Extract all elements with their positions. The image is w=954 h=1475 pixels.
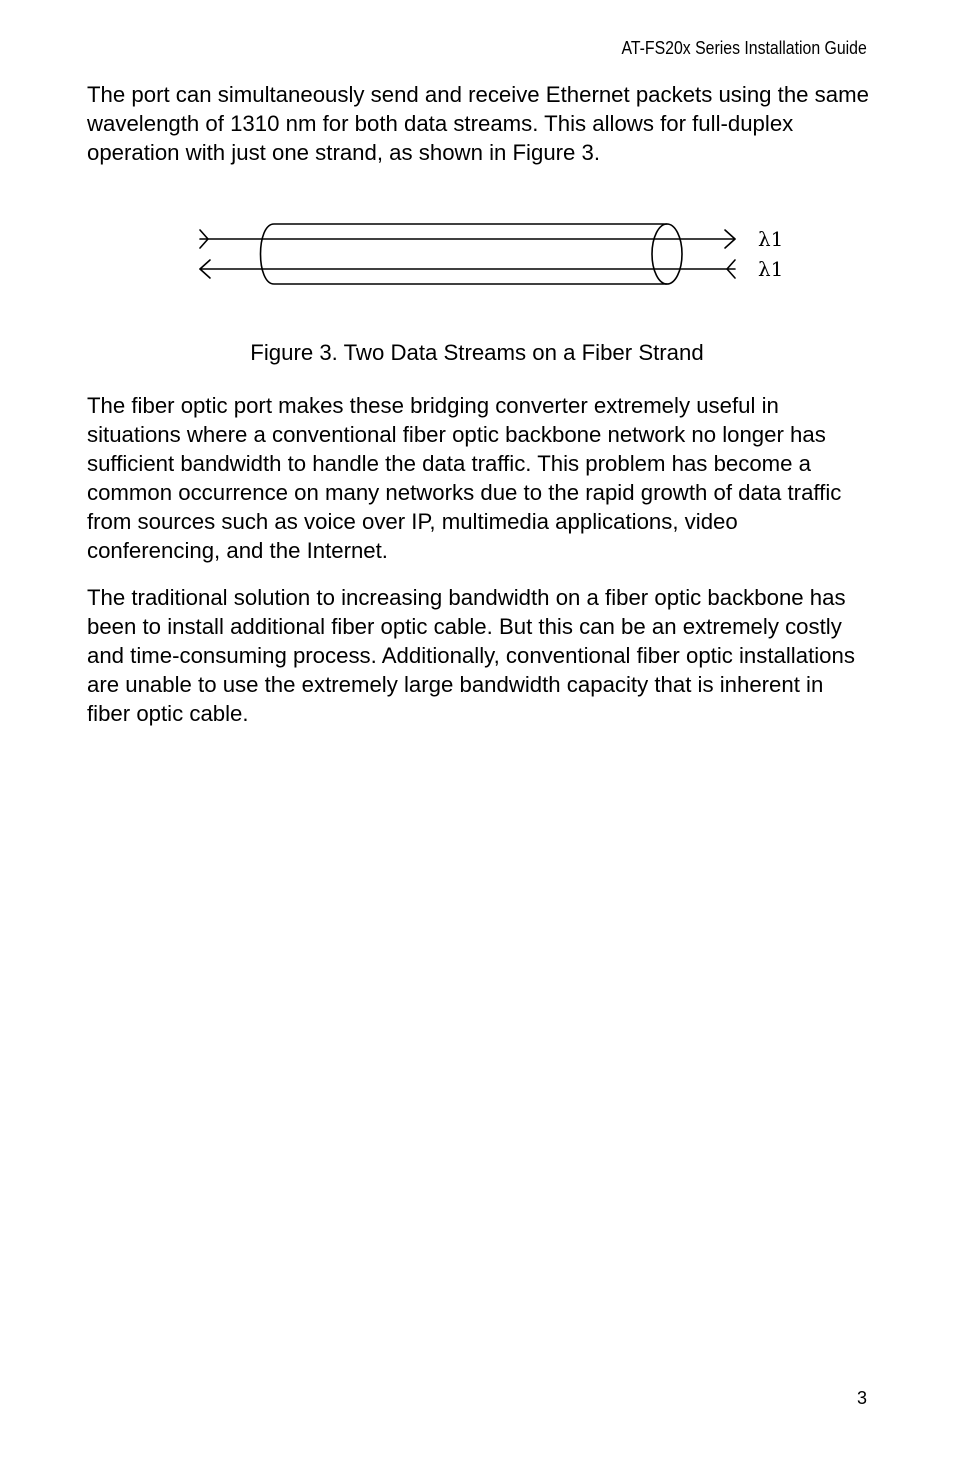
body-paragraph-3: The traditional solution to increasing bandwidth on a fiber optic backbone has been to install additional fiber optic cable. But this can be an extremely costly and time-consuming process. Additionally, conventional fiber optic installations are unable to use the extremely large bandwidth capacity that is inherent in fiber optic cable.: [87, 585, 855, 726]
page-number: 3: [856, 1388, 867, 1408]
fiber-cable-body: [261, 224, 668, 284]
running-header: AT-FS20x Series Installation Guide: [621, 38, 867, 58]
figure-caption: Figure 3. Two Data Streams on a Fiber Strand: [250, 340, 704, 365]
body-paragraph-1: The port can simultaneously send and receive Ethernet packets using the same wavelength of 1310 nm for both data streams. This allows for full-duplex operation with just one strand, as shown in Figure 3.: [87, 82, 869, 165]
wavelength-label-top: λ1: [758, 227, 784, 251]
wavelength-label-bottom: λ1: [758, 257, 784, 281]
body-paragraph-2: The fiber optic port makes these bridging converter extremely useful in situations where a conventional fiber optic backbone network no longer has sufficient bandwidth to handle the data traffic. This problem has become a common occurrence on many networks due to the rapid growth of data traffic from sources such as voice over IP, multimedia applications, video conferencing, and the Internet.: [87, 393, 842, 563]
fiber-strand-diagram: [190, 218, 790, 292]
fiber-cable-end: [652, 224, 682, 284]
